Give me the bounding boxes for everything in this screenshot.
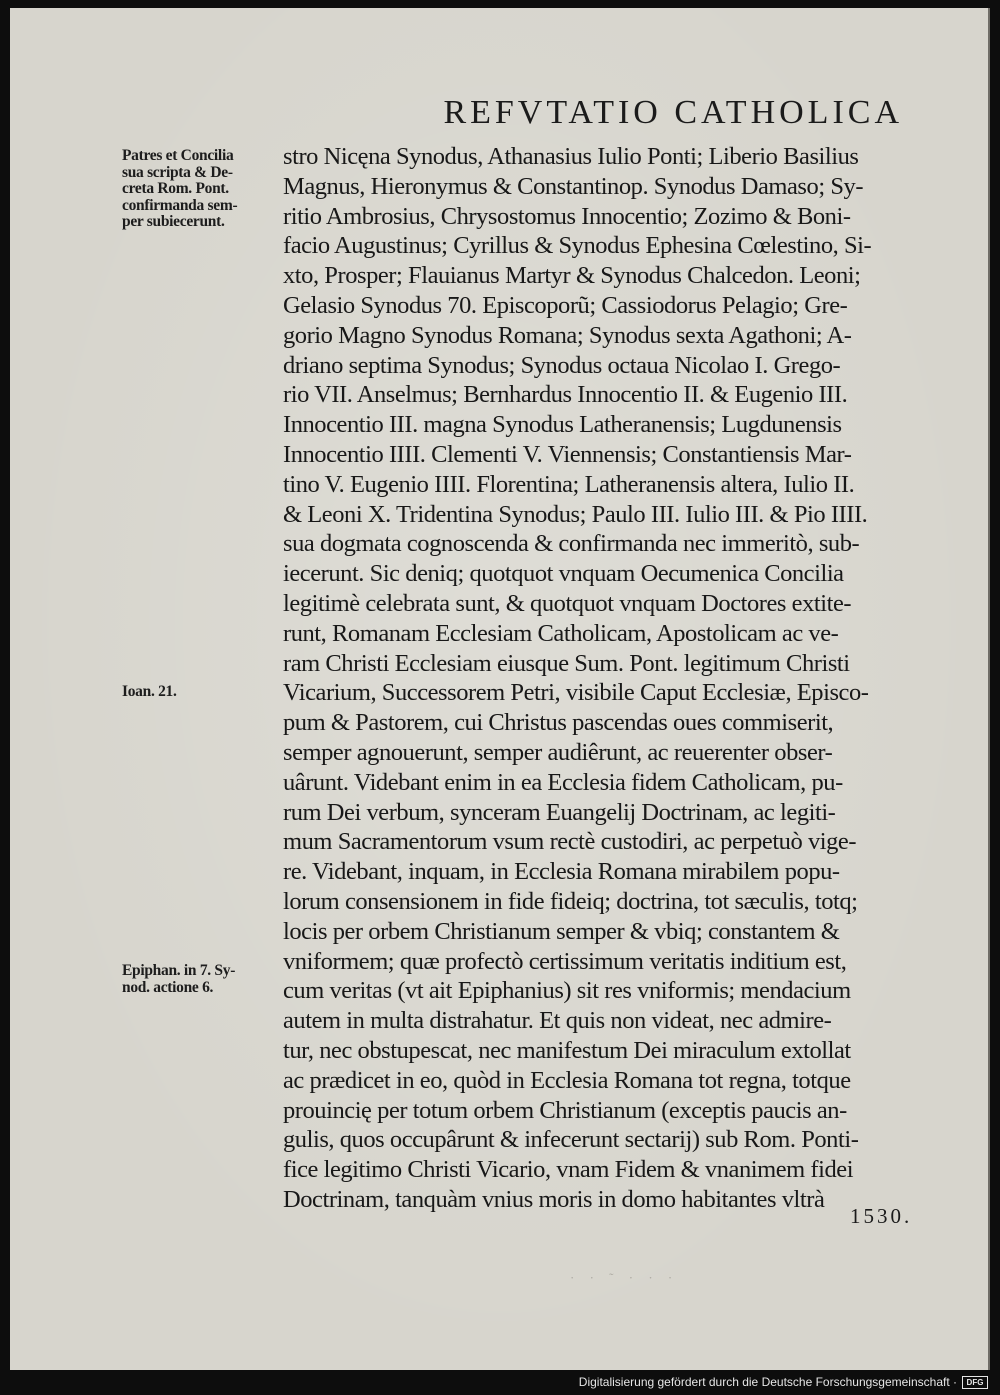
- text-line: Innocentio III. magna Synodus Latheranensis; Lugdunensis: [283, 411, 842, 439]
- text-line: vniformem; quæ profectò certissimum veritatis inditium est,: [283, 947, 847, 975]
- text-line: Innocentio IIII. Clementi V. Viennensis; Constantiensis Mar-: [283, 440, 852, 468]
- text-line: Doctrinam, tanquàm vnius moris in domo habitantes vltrà: [283, 1185, 825, 1213]
- credit-text: Digitalisierung gefördert durch die Deutsche Forschungsgemeinschaft ·: [578, 1375, 957, 1389]
- text-line: fice legitimo Christi Vicario, vnam Fidem & vnanimem fidei: [283, 1156, 854, 1184]
- ink-smudge-icon: · · ˜ · · ·: [570, 1270, 679, 1285]
- margin-note-line: confirmanda sem-: [122, 196, 238, 214]
- text-line: & Leoni X. Tridentina Synodus; Paulo III. Iulio III. & Pio IIII.: [283, 500, 868, 528]
- text-line: tino V. Eugenio IIII. Florentina; Latheranensis altera, Iulio II.: [283, 470, 855, 498]
- text-line: uârunt. Videbant enim in ea Ecclesia fidem Catholicam, pu-: [283, 768, 843, 796]
- text-line: xto, Prosper; Flauianus Martyr & Synodus Chalcedon. Leoni;: [283, 262, 861, 290]
- text-line: facio Augustinus; Cyrillus & Synodus Ephesina Cœlestino, Si-: [283, 232, 872, 260]
- text-line: autem in multa distrahatur. Et quis non videat, nec admire-: [283, 1007, 832, 1035]
- text-line: ram Christi Ecclesiam eiusque Sum. Pont. legitimum Christi: [283, 649, 850, 677]
- margin-note-epiphan: [122, 963, 235, 996]
- text-line: Magnus, Hieronymus & Constantinop. Synodus Damaso; Sy-: [283, 172, 864, 200]
- text-line: prouincię per totum orbem Christianum (exceptis paucis an-: [283, 1096, 847, 1124]
- dfg-logo-icon: DFG: [962, 1376, 988, 1389]
- text-line: rio VII. Anselmus; Bernhardus Innocentio II. & Eugenio III.: [283, 381, 848, 409]
- text-line: sua dogmata cognoscenda & confirmanda nec immeritò, sub-: [283, 530, 860, 558]
- text-line: ritio Ambrosius, Chrysostomus Innocentio; Zozimo & Boni-: [283, 202, 851, 230]
- text-line: gorio Magno Synodus Romana; Synodus sexta Agathoni; A-: [283, 321, 852, 349]
- text-line: mum Sacramentorum vsum rectè custodiri, ac perpetuò vige-: [283, 828, 857, 856]
- signature-mark: 1530.: [850, 1204, 913, 1228]
- margin-note-line: sua scripta & De-: [122, 163, 233, 181]
- text-line: Gelasio Synodus 70. Episcoporũ; Cassiodorus Pelagio; Gre-: [283, 291, 848, 319]
- margin-note-line: per subiecerunt.: [122, 213, 225, 230]
- running-head: REFVTATIO CATHOLICA: [443, 94, 903, 131]
- text-line: pum & Pastorem, cui Christus pascendas oues commiserit,: [283, 709, 834, 737]
- text-line: stro Nicęna Synodus, Athanasius Iulio Ponti; Liberio Basilius: [283, 143, 859, 170]
- margin-note-line: nod. actione 6.: [122, 978, 214, 996]
- margin-note-patres: [122, 148, 237, 231]
- text-line: tur, nec obstupescat, nec manifestum Dei miraculum extollat: [283, 1036, 851, 1064]
- book-page: [10, 8, 990, 1370]
- text-line: driano septima Synodus; Synodus octaua Nicolao I. Grego-: [283, 351, 841, 379]
- margin-note-ioan: [122, 684, 177, 701]
- margin-note-line: Epiphan. in 7. Sy-: [122, 962, 236, 979]
- text-line: semper agnouerunt, semper audiêrunt, ac reuerenter obser-: [283, 738, 833, 766]
- margin-note-line: Patres et Concilia: [122, 147, 234, 164]
- digitization-credit: [579, 1375, 988, 1389]
- text-line: locis per orbem Christianum semper & vbiq; constantem &: [283, 917, 840, 945]
- text-line: legitimè celebrata sunt, & quotquot vnquam Doctores extite-: [283, 589, 852, 617]
- text-line: cum veritas (vt ait Epiphanius) sit res vniformis; mendacium: [283, 977, 851, 1005]
- text-line: ac prædicet in eo, quòd in Ecclesia Romana tot regna, totque: [283, 1066, 851, 1094]
- margin-note-line: Ioan. 21.: [122, 683, 177, 700]
- text-line: re. Videbant, inquam, in Ecclesia Romana mirabilem popu-: [283, 858, 840, 886]
- body-text: [283, 142, 955, 1215]
- text-line: iecerunt. Sic deniq; quotquot vnquam Oecumenica Concilia: [283, 560, 844, 588]
- text-line: runt, Romanam Ecclesiam Catholicam, Apostolicam ac ve-: [283, 619, 839, 647]
- margin-note-line: creta Rom. Pont.: [122, 180, 229, 197]
- text-line: rum Dei verbum, synceram Euangelij Doctrinam, ac legiti-: [283, 798, 836, 826]
- text-line: gulis, quos occupârunt & infecerunt sectarij) sub Rom. Ponti-: [283, 1126, 859, 1154]
- text-line: lorum consensionem in fide fideiq; doctrina, tot sæculis, totq;: [283, 887, 858, 915]
- text-line: Vicarium, Successorem Petri, visibile Caput Ecclesiæ, Episco-: [283, 679, 869, 707]
